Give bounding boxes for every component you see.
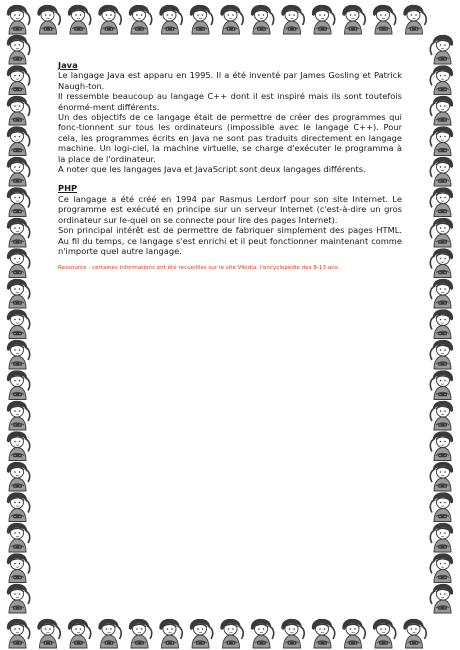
girl-with-gamepad-icon [430,492,453,521]
girl-with-gamepad-icon [190,619,213,648]
girl-with-gamepad-icon [251,619,274,648]
source-note: Ressource : certaines informations ont été recueillies sur le site Vikidia, l'encyclopédie des 8-13 ans. [58,265,340,271]
girl-with-gamepad-icon [7,431,30,460]
girl-with-gamepad-icon [251,5,274,34]
girl-with-gamepad-icon [7,553,30,582]
girl-with-gamepad-icon [430,157,453,186]
paragraph: Son principal intérêt est de permettre de fabriquer simplement des pages HTML. Au fil du temps, ce langage s'est enrichi et il peut fonctionner maintenant comme n'importe quel autre langage. [58,225,402,256]
girl-with-gamepad-icon [430,309,453,338]
girl-with-gamepad-icon [281,5,304,34]
girl-with-gamepad-icon [430,553,453,582]
girl-with-gamepad-icon [430,523,453,552]
girl-with-gamepad-icon [430,431,453,460]
paragraph: Le langage Java est apparu en 1995. Il a été inventé par James Gosling et Patrick Naugh-ton. [58,70,402,91]
girl-with-gamepad-icon [7,157,30,186]
girl-with-gamepad-icon [7,187,30,216]
girl-with-gamepad-icon [430,65,453,94]
girl-with-gamepad-icon [342,5,365,34]
paragraph: Un des objectifs de ce langage était de permettre de créer des programmes qui fonc-tionnent sur tous les ordinateurs (impossible avec le langage C++). Pour cela, les programmes écrits en Java ne sont pas traduits directement en langage machine. Un logi-ciel, la machine virtuelle, se charge d'exécuter le programma à la place de l'ordinateur. [58,112,402,164]
girl-with-gamepad-icon [7,462,30,491]
girl-with-gamepad-icon [7,279,30,308]
girl-with-gamepad-icon [430,96,453,125]
girl-with-gamepad-icon [7,35,30,64]
section-heading: PHP [58,183,78,194]
girl-with-gamepad-icon [7,370,30,399]
girl-with-gamepad-icon [430,370,453,399]
girl-with-gamepad-icon [159,619,182,648]
girl-with-gamepad-icon [37,5,60,34]
girl-with-gamepad-icon [129,619,152,648]
section-java [58,60,402,174]
girl-with-gamepad-icon [430,584,453,613]
girl-with-gamepad-icon [430,401,453,430]
paragraph: Il ressemble beaucoup au langage C++ dont il est inspiré mais ils sont toutefois énormé-ment différents. [58,91,402,112]
girl-with-gamepad-icon [7,126,30,155]
girl-with-gamepad-icon [430,187,453,216]
girl-with-gamepad-icon [7,218,30,247]
girl-with-gamepad-icon [403,619,426,648]
girl-with-gamepad-icon [68,619,91,648]
section-heading: Java [58,60,78,70]
girl-with-gamepad-icon [373,5,396,34]
girl-with-gamepad-icon [430,126,453,155]
girl-with-gamepad-icon [312,5,335,34]
girl-with-gamepad-icon [220,5,243,34]
main-text [58,60,402,265]
girl-with-gamepad-icon [430,218,453,247]
girl-with-gamepad-icon [7,401,30,430]
girl-with-gamepad-icon [7,309,30,338]
girl-with-gamepad-icon [98,619,121,648]
girl-with-gamepad-icon [7,523,30,552]
girl-with-gamepad-icon [7,492,30,521]
girl-with-gamepad-icon [68,5,91,34]
girl-with-gamepad-icon [159,5,182,34]
girl-with-gamepad-icon [7,584,30,613]
girl-with-gamepad-icon [7,96,30,125]
girl-with-gamepad-icon [373,619,396,648]
girl-with-gamepad-icon [430,35,453,64]
girl-with-gamepad-icon [312,619,335,648]
paragraph: A noter que les langages Java et JavaScript sont deux langages différents. [58,164,366,175]
paragraph: Ce langage a été créé en 1994 par Rasmus Lerdorf pour son site Internet. Le programme est exécuté en principe sur un serveur Internet (c'est-à-dire un gros ordinateur sur le-quel on se connecte pour lire des pages Internet). [58,193,402,225]
girl-with-gamepad-icon [342,619,365,648]
girl-with-gamepad-icon [430,279,453,308]
girl-with-gamepad-icon [7,619,30,648]
section-php [58,183,402,256]
girl-with-gamepad-icon [7,340,30,369]
girl-with-gamepad-icon [98,5,121,34]
girl-with-gamepad-icon [7,65,30,94]
girl-with-gamepad-icon [281,619,304,648]
girl-with-gamepad-icon [129,5,152,34]
girl-with-gamepad-icon [430,340,453,369]
girl-with-gamepad-icon [7,5,30,34]
girl-with-gamepad-icon [37,619,60,648]
girl-with-gamepad-icon [430,462,453,491]
girl-with-gamepad-icon [7,248,30,277]
girl-with-gamepad-icon [403,5,426,34]
girl-with-gamepad-icon [220,619,243,648]
girl-with-gamepad-icon [430,248,453,277]
girl-with-gamepad-icon [190,5,213,34]
